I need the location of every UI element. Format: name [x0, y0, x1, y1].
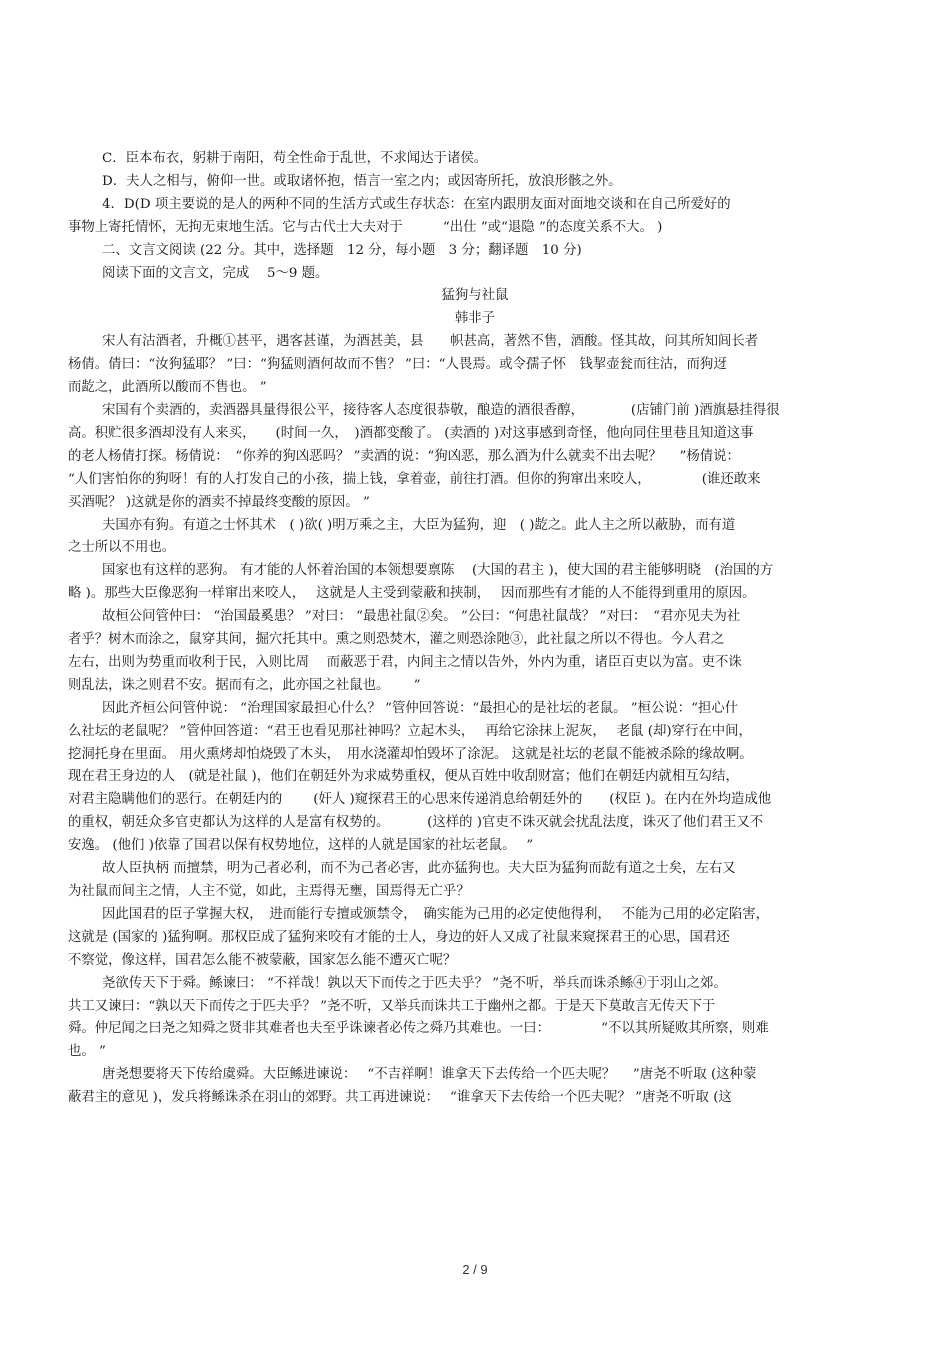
text-line: 蔽君主的意见 )，发兵将鲧诛杀在羽山的郊野。共工再进谏说： “谁拿天下去传给一个匹夫呢？ ”唐尧不听取 (这 [68, 1090, 732, 1106]
text-line: 宋国有个卖酒的，卖酒器具量得很公平，接待客人态度很恭敬，酿造的酒很香醇， (店铺门前 )酒旗悬挂得很 [102, 402, 780, 418]
text-line: 4．D(D 项主要说的是人的两种不同的生活方式或生存状态：在室内跟朋友面对面地交谈和在自己所爱好的 [102, 196, 731, 212]
text-line: 挖洞托身在里面。 用火熏烤却怕烧毁了木头， 用水浇灌却怕毁坏了涂泥。 这就是社坛的老鼠不能被杀除的缘故啊。 [68, 746, 753, 762]
text-line: 则乱法，诛之则君不安。据而有之，此亦国之社鼠也。 ” [68, 677, 421, 693]
text-line: 因此齐桓公问管仲说： “治理国家最担心什么？ ”管仲回答说：“最担心的是社坛的老鼠。 ”桓公说：“担心什 [102, 700, 739, 716]
text-line: 高。积贮很多酒却没有人来买， (时间一久， )酒都变酸了。 (卖酒的 )对这事感到奇怪，他向同住里巷且知道这事 [68, 425, 754, 441]
text-line: 对君主隐瞒他们的恶行。在朝廷内的 (奸人 )窥探君王的心思来传递消息给朝廷外的 (权臣 )。在内在外均造成他 [68, 792, 772, 808]
text-line: 唐尧想要将天下传给虞舜。大臣鲧进谏说： “不吉祥啊！谁拿天下去传给一个匹夫呢？ ”唐尧不听取 (这种蒙 [102, 1067, 757, 1083]
document-body [68, 148, 882, 1110]
text-line: 宋人有沽酒者，升概①甚平，遇客甚谨，为酒甚美，县 帜甚高，著然不售，酒酸。怪其故，问其所知闾长者 [102, 334, 759, 350]
text-line: 国家也有这样的恶狗。 有才能的人怀着治国的本领想要禀陈 (大国的君主 )，使大国的君主能够明晓 (治国的方 [102, 563, 774, 579]
text-line: D．夫人之相与，俯仰一世。或取诸怀抱，悟言一室之内；或因寄所托，放浪形骸之外。 [102, 173, 622, 189]
heading-line: 猛狗与社鼠 [441, 288, 509, 304]
text-line: 左右，出则为势重而收利于民，入则比周 而蔽恶于君，内间主之情以告外，外内为重，诸臣百吏以为富。吏不诛 [68, 654, 742, 670]
text-line: 这就是 (国家的 )猛狗啊。那权臣成了猛狗来咬有才能的士人，身边的奸人又成了社鼠来窥探君王的心思，国君还 [68, 929, 730, 945]
text-line: 故桓公问管仲曰： “治国最奚患？ ”对曰： “最患社鼠②矣。 ”公曰：“何患社鼠哉？ ”对曰： “君亦见夫为社 [102, 609, 741, 625]
text-line: 么社坛的老鼠呢？ ”管仲回答道：“君王也看见那社神吗？立起木头， 再给它涂抹上泥灰， 老鼠 (却)穿行在中间， [68, 723, 752, 739]
text-line: 之士所以不用也。 [68, 540, 176, 556]
text-line: 而龁之，此酒所以酸而不售也。 ” [68, 380, 267, 396]
text-line: 买酒呢？ )这就是你的酒卖不掉最终变酸的原因。 ” [68, 494, 370, 510]
text-line: 舜。仲尼闻之曰尧之知舜之贤非其难者也夫至乎诛谏者必传之舜乃其难也。一曰： “不以其所疑败其所察，则难 [68, 1021, 769, 1037]
text-line: 不察觉，像这样，国君怎么能不被蒙蔽，国家怎么能不遭灭亡呢？ [68, 952, 457, 968]
text-line: 夫国亦有狗。有道之士怀其术 ( )欲( )明万乘之主，大臣为猛狗，迎 ( )龁之。此人主之所以蔽胁，而有道 [102, 517, 736, 533]
text-line: 因此国君的臣子掌握大权， 进而能行专擅或颁禁令， 确实能为己用的必定使他得利， 不能为己用的必定陷害， [102, 906, 770, 922]
text-line: 故人臣执柄 而擅禁，明为己者必利，而不为己者必害，此亦猛狗也。夫大臣为猛狗而龁有道之士矣，左右又 [102, 861, 736, 877]
text-line: 阅读下面的文言文，完成 5～9 题。 [102, 265, 329, 281]
text-line: 事物上寄托情怀，无拘无束地生活。它与古代士大夫对于 “出仕 ”或“退隐 ”的态度关系不大。 ) [68, 219, 663, 235]
text-line: 的老人杨倩打探。杨倩说： “你养的狗凶恶吗？ ”卖酒的说：“狗凶恶，那么酒为什么就卖不出去呢？ ”杨倩说： [68, 448, 740, 464]
text-line: 也。 ” [68, 1044, 106, 1060]
heading-line: 韩非子 [454, 311, 496, 327]
text-line: 二、文言文阅读 (22 分。其中，选择题 12 分，每小题 3 分；翻译题 10 分) [102, 242, 582, 258]
text-line: C．臣本布衣，躬耕于南阳，苟全性命于乱世，不求闻达于诸侯。 [102, 151, 488, 166]
text-line: 为社鼠而间主之情，人主不觉，如此，主焉得无壅，国焉得无亡乎？ [68, 884, 470, 899]
text-line: 的重权，朝廷众多官吏都认为这样的人是富有权势的。 (这样的 )官吏不诛灭就会扰乱法度，诛灭了他们君王又不 [68, 815, 764, 831]
text-line: 杨倩。倩曰：“汝狗猛耶？ ”曰：“狗猛则酒何故而不售？ ”曰：“人畏焉。或令孺子怀 钱挈壶瓮而往沽，而狗迓 [68, 357, 727, 373]
text-line: 略 )。那些大臣像恶狗一样窜出来咬人， 这就是人主受到蒙蔽和挟制， 因而那些有才能的人不能得到重用的原因。 [68, 586, 756, 602]
text-line: 尧欲传天下于舜。鲧谏曰： “不祥哉！孰以天下而传之于匹夫乎？ ”尧不听，举兵而诛杀鲧④于羽山之郊。 [102, 975, 727, 991]
text-line: “人们害怕你的狗呀！有的人打发自己的小孩，揣上钱，拿着壶，前往打酒。但你的狗窜出来咬人， (谁还敢来 [68, 471, 761, 487]
text-line: 安逸。 (他们 )依靠了国君以保有权势地位，这样的人就是国家的社坛老鼠。 ” [68, 838, 534, 854]
text-line: 共工又谏曰：“孰以天下而传之于匹夫乎？ ”尧不听，又举兵而诛共工于幽州之都。于是天下莫敢言无传天下于 [68, 998, 716, 1014]
page-number: 2 / 9 [462, 1262, 488, 1277]
text-line: 现在君王身边的人 (就是社鼠 )，他们在朝廷外为求威势重权，便从百姓中收刮财富；他们在朝廷内就相互勾结， [68, 769, 739, 785]
text-line: 者乎？树木而涂之，鼠穿其间，掘穴托其中。熏之则恐焚木，灌之则恐涂阤③，此社鼠之所以不得也。今人君之 [68, 632, 725, 648]
